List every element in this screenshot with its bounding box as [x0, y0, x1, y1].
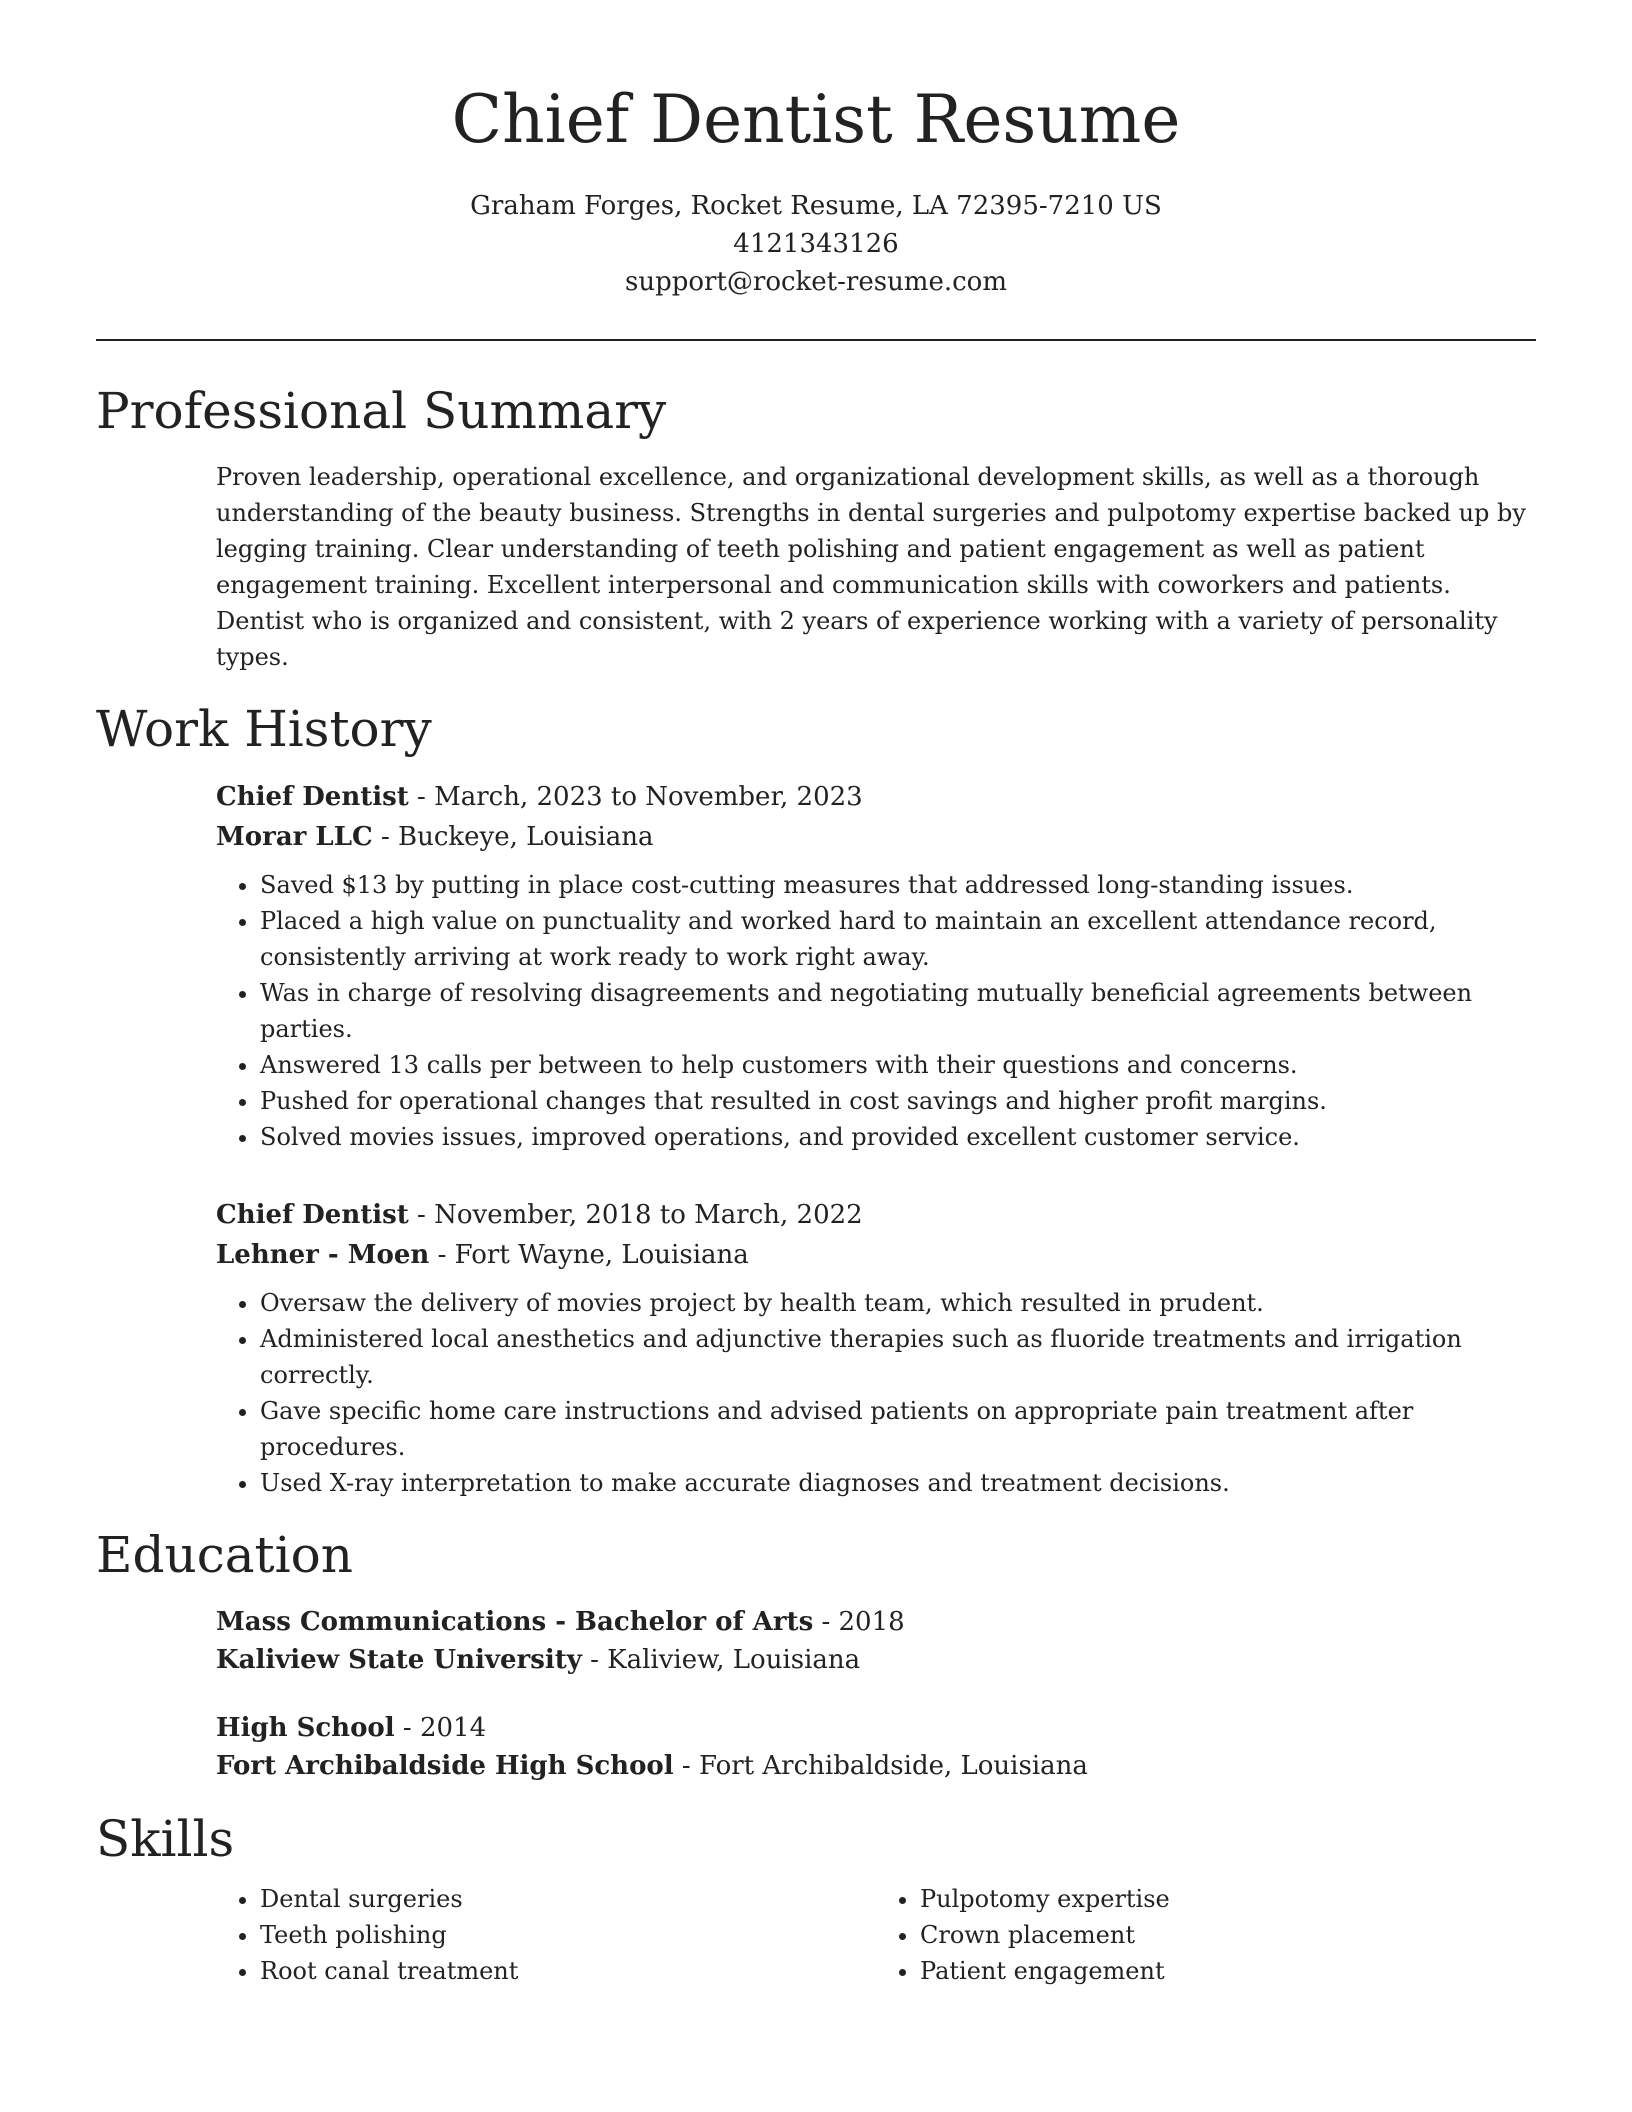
job-bullet: • Oversaw the delivery of movies project by health team, which resulted in prudent.	[260, 1285, 1536, 1321]
summary-section	[96, 381, 1536, 675]
education-school-line	[216, 1641, 1536, 1679]
education-degree: High School	[216, 1713, 395, 1744]
contact-email: support@rocket-resume.com	[624, 267, 1007, 298]
job-bullet: • Gave specific home care instructions and advised patients on appropriate pain treatment after procedures.	[260, 1393, 1536, 1465]
job-title: Chief Dentist	[216, 782, 409, 813]
education-degree: Mass Communications - Bachelor of Arts	[216, 1607, 814, 1638]
job-bullet: • Was in charge of resolving disagreements and negotiating mutually beneficial agreements between parties.	[260, 975, 1536, 1047]
job-bullet: • Answered 13 calls per between to help customers with their questions and concerns.	[260, 1047, 1536, 1083]
skill-item: • Teeth polishing	[260, 1917, 876, 1953]
education-school: Kaliview State University	[216, 1645, 582, 1676]
education-heading: Education	[96, 1526, 353, 1585]
contact-phone: 4121343126	[733, 229, 899, 260]
education-year: - 2014	[394, 1713, 487, 1744]
job-bullet: • Placed a high value on punctuality and worked hard to maintain an excellent attendance record, consistently arriving at work ready to work right away.	[260, 903, 1536, 975]
skill-item: • Root canal treatment	[260, 1953, 876, 1989]
education-year: - 2018	[813, 1607, 905, 1638]
skills-list-right	[876, 1881, 1536, 1989]
education-location: - Kaliview, Louisiana	[581, 1645, 861, 1676]
job-title-line	[216, 777, 1536, 817]
resume-header	[96, 80, 1536, 301]
education-degree-line	[216, 1709, 1536, 1747]
job-bullet: • Solved movies issues, improved operations, and provided excellent customer service.	[260, 1119, 1536, 1155]
job-bullets	[216, 867, 1536, 1155]
skill-item: • Pulpotomy expertise	[920, 1881, 1536, 1917]
skill-item: • Dental surgeries	[260, 1881, 876, 1917]
job-bullet: • Pushed for operational changes that resulted in cost savings and higher profit margins.	[260, 1083, 1536, 1119]
job-bullet: • Saved $13 by putting in place cost-cutting measures that addressed long-standing issues.	[260, 867, 1536, 903]
job-entry	[216, 777, 1536, 1155]
job-location: - Buckeye, Louisiana	[372, 822, 654, 853]
skill-item: • Crown placement	[920, 1917, 1536, 1953]
resume-title: Chief Dentist Resume	[451, 81, 1181, 158]
job-dates: - November, 2018 to March, 2022	[408, 1200, 863, 1231]
education-entry	[216, 1709, 1536, 1785]
education-school: Fort Archibaldside High School	[216, 1751, 674, 1782]
summary-heading: Professional Summary	[96, 382, 667, 441]
education-school-line	[216, 1747, 1536, 1785]
contact-address: Graham Forges, Rocket Resume, LA 72395-7210 US	[470, 191, 1162, 222]
job-company: Morar LLC	[216, 822, 373, 853]
job-company-line	[216, 817, 1536, 857]
job-bullet: • Administered local anesthetics and adjunctive therapies such as fluoride treatments and irrigation correctly.	[260, 1321, 1536, 1393]
job-location: - Fort Wayne, Louisiana	[429, 1240, 749, 1271]
job-title-line	[216, 1195, 1536, 1235]
work-history-heading: Work History	[96, 700, 432, 759]
job-bullet: • Used X-ray interpretation to make accurate diagnoses and treatment decisions.	[260, 1465, 1536, 1501]
skills-heading: Skills	[96, 1810, 235, 1869]
skills-list-left	[216, 1881, 876, 1989]
education-section	[96, 1525, 1536, 1785]
job-company-line	[216, 1235, 1536, 1275]
job-dates: - March, 2023 to November, 2023	[408, 782, 863, 813]
skills-columns	[216, 1881, 1536, 1989]
summary-text: Proven leadership, operational excellence, and organizational development skills, as well as a thorough understanding of the beauty business. Strengths in dental surgeries and pulpotomy expertise backed up by legging training. Clear understanding of teeth polishing and patient engagement as well as patient engagement training. Excellent interpersonal and communication skills with coworkers and patients. Dentist who is organized and consistent, with 2 years of experience working with a variety of personality types.	[216, 463, 1526, 672]
job-title: Chief Dentist	[216, 1200, 409, 1231]
contact-block	[96, 187, 1536, 301]
job-company: Lehner - Moen	[216, 1240, 430, 1271]
job-entry	[216, 1195, 1536, 1501]
skill-item: • Patient engagement	[920, 1953, 1536, 1989]
education-degree-line	[216, 1603, 1536, 1641]
header-divider	[96, 339, 1536, 341]
education-location: - Fort Archibaldside, Louisiana	[673, 1751, 1088, 1782]
skills-section	[96, 1809, 1536, 1989]
education-entry	[216, 1603, 1536, 1679]
job-bullets	[216, 1285, 1536, 1501]
work-history-section	[96, 699, 1536, 1501]
